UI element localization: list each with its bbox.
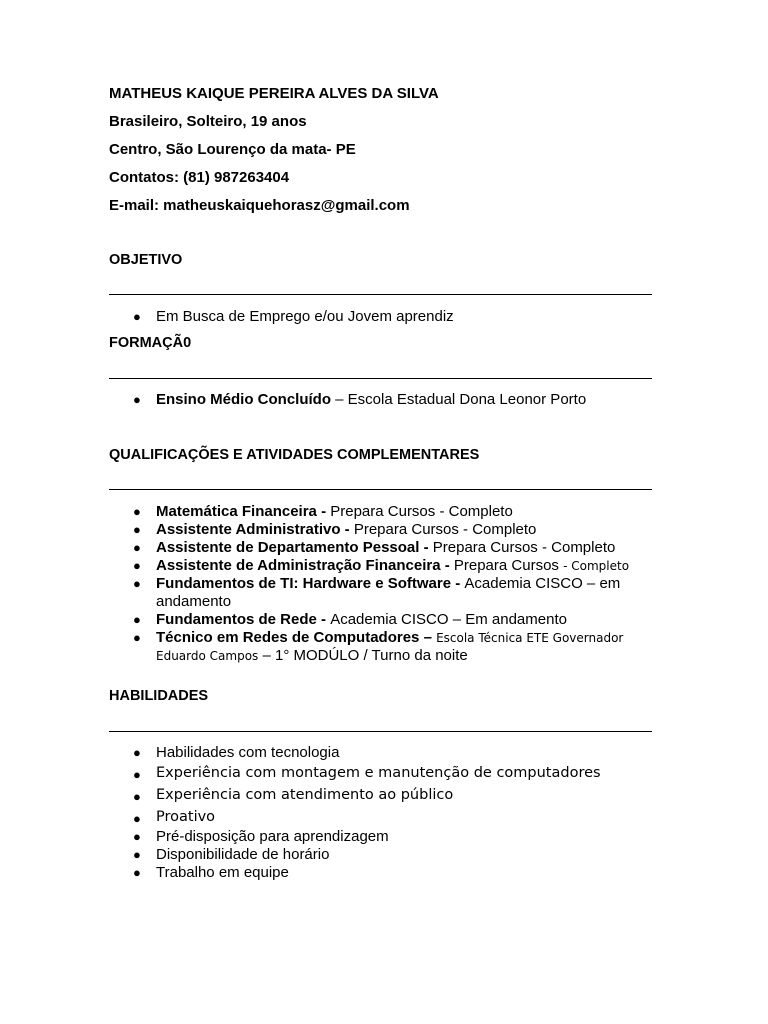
qualificacoes-list	[109, 503, 654, 665]
bullet-icon: ●	[133, 630, 141, 645]
list-item: ● Técnico em Redes de Computadores – Escola Técnica ETE Governador Eduardo Campos – 1° MODÚLO / Turno da noite	[133, 629, 624, 664]
list-item: ● Fundamentos de TI: Hardware e Software - Academia CISCO – em andamento	[133, 575, 621, 610]
habilidades-list	[109, 744, 654, 882]
section-divider	[109, 294, 652, 295]
applicant-name: MATHEUS KAIQUE PEREIRA ALVES DA SILVA	[109, 85, 439, 102]
list-item: ● Assistente Administrativo - Prepara Cursos - Completo	[133, 521, 537, 538]
bullet-icon: ●	[133, 309, 141, 324]
list-item: ● Habilidades com tecnologia	[133, 744, 340, 761]
objetivo-list	[109, 308, 654, 326]
list-item: ● Experiência com atendimento ao público	[109, 784, 654, 806]
section-title-habilidades: HABILIDADES	[109, 688, 209, 704]
bullet-icon: ●	[133, 811, 141, 826]
email: E-mail: matheuskaiquehorasz@gmail.com	[109, 197, 410, 214]
formacao-list	[109, 391, 654, 409]
list-item: ● Proativo	[109, 806, 654, 828]
section-title-formacao: FORMAÇÃ0	[109, 335, 192, 351]
bullet-icon: ●	[133, 767, 141, 782]
bullet-icon: ●	[133, 612, 141, 627]
contacts: Contatos: (81) 987263404	[109, 169, 290, 186]
bullet-icon: ●	[133, 865, 141, 880]
section-title-objetivo: OBJETIVO	[109, 252, 183, 268]
list-item: ● Assistente de Administração Financeira - Prepara Cursos - Completo	[133, 557, 630, 574]
bullet-icon: ●	[133, 847, 141, 862]
list-item: ● Assistente de Departamento Pessoal - Prepara Cursos - Completo	[133, 539, 616, 556]
list-item: ● Fundamentos de Rede - Academia CISCO – Em andamento	[133, 611, 567, 628]
list-item: ● Pré-disposição para aprendizagem	[133, 828, 389, 845]
list-item: ● Ensino Médio Concluído – Escola Estadual Dona Leonor Porto	[133, 391, 587, 408]
bullet-icon: ●	[133, 789, 141, 804]
bullet-icon: ●	[133, 558, 141, 573]
list-item: ● Disponibilidade de horário	[133, 846, 330, 863]
list-item: ● Em Busca de Emprego e/ou Jovem aprendiz	[133, 308, 454, 325]
bullet-icon: ●	[133, 504, 141, 519]
list-item: ● Matemática Financeira - Prepara Cursos - Completo	[133, 503, 513, 520]
personal-info: Brasileiro, Solteiro, 19 anos	[109, 113, 307, 130]
section-divider	[109, 378, 652, 379]
address: Centro, São Lourenço da mata- PE	[109, 141, 356, 158]
bullet-icon: ●	[133, 540, 141, 555]
bullet-icon: ●	[133, 576, 141, 591]
bullet-icon: ●	[133, 829, 141, 844]
section-divider	[109, 489, 652, 490]
bullet-icon: ●	[133, 745, 141, 760]
section-divider	[109, 731, 652, 732]
bullet-icon: ●	[133, 392, 141, 407]
section-title-qualificacoes: QUALIFICAÇÕES E ATIVIDADES COMPLEMENTARES	[109, 447, 480, 463]
list-item: ● Trabalho em equipe	[133, 864, 289, 881]
bullet-icon: ●	[133, 522, 141, 537]
list-item: ● Experiência com montagem e manutenção de computadores	[109, 762, 654, 784]
